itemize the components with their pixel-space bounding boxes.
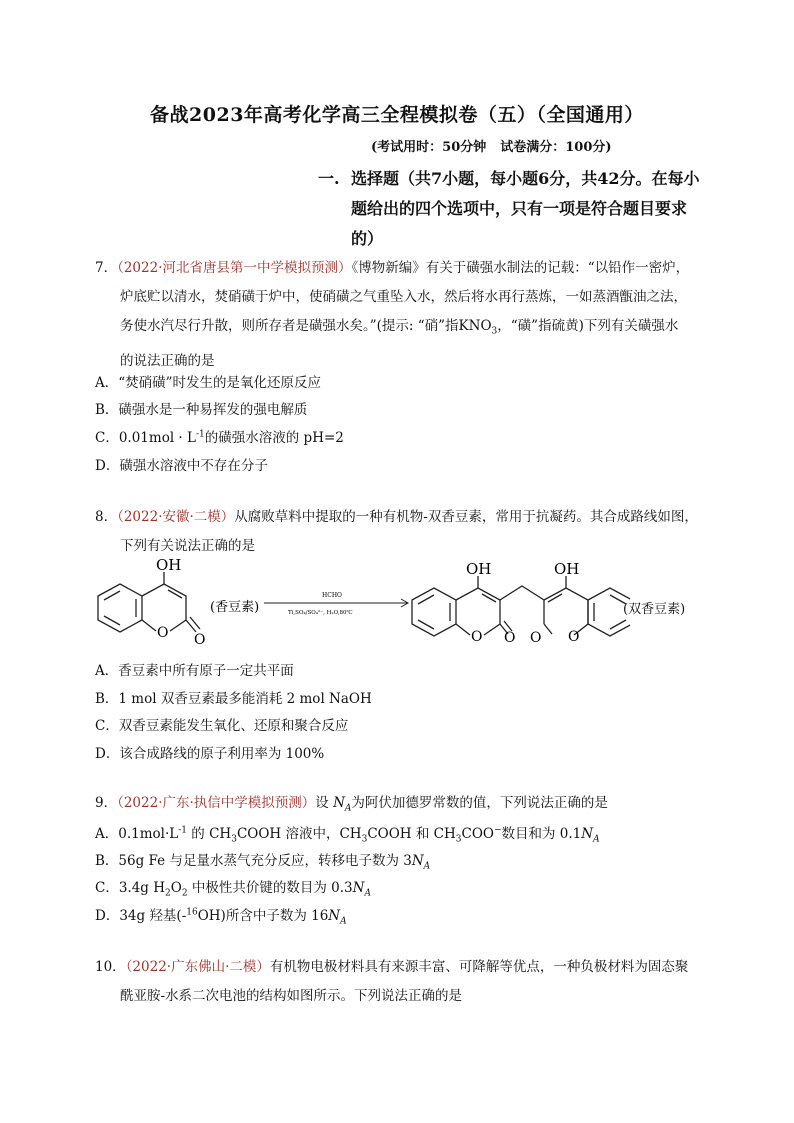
dicoumarol-oh-right: OH (554, 560, 580, 578)
q8-option-d: D．该合成路线的原子利用率为 100% (95, 746, 325, 762)
dicoumarol-o-4: O (568, 629, 580, 645)
exam-score: 试卷满分：100分) (500, 140, 612, 155)
reaction-conditions: Ti,SO₄/SO₄²⁻, H₂O,80℃ (288, 610, 353, 616)
q9-option-c: C．3.4g $H_2O_2$ 中极性共价键的数目为 $0.3N_A$ (95, 880, 371, 899)
dicoumarol-o-2: O (504, 630, 516, 646)
q10-line-2: 酰亚胺-水系二次电池的结构如图所示。下列说法正确的是 (120, 988, 463, 1004)
synthesis-route-diagram (90, 556, 630, 656)
q8-option-a: A．香豆素中所有原子一定共平面 (95, 663, 294, 679)
q9-option-a: A．$0.1mol\cdot L^{-1}$ 的 $CH_3COOH$ 溶液中，$CH_3COOH$ 和 $CH_3COO^-$数目和为 $0.1N_A$ (95, 825, 600, 845)
q8-option-b: B．1 mol 双香豆素最多能消耗 2 mol NaOH (95, 691, 372, 707)
q7-line-3: 务使水汽尽行升散，则所存者是磺强水矣。”(提示: “硝”指$KNO_3$，“磺”指硫黄)下列有关磺强水 (120, 318, 679, 337)
q9-stem: 9．（2022·广东·执信中学模拟预测）设 $N_A$为阿伏加德罗常数的值，下列说法正确的是 (95, 795, 608, 814)
q7-source: （2022·河北省唐县第一中学模拟预测） (117, 260, 352, 276)
coumarin-oh: OH (156, 556, 182, 574)
q7-option-d: D．磺强水溶液中不存在分子 (95, 458, 268, 474)
dicoumarol-structure (412, 576, 630, 636)
page-title: 备战2023年高考化学高三全程模拟卷（五）（全国通用） (150, 104, 644, 126)
coumarin-carbonyl-o: O (194, 632, 206, 648)
exam-time: (考试用时：50分钟 (371, 140, 487, 155)
q8-line-1: 8．（2022·安徽·二模）从腐败草料中提取的一种有机物-双香豆素，常用于抗凝药。其合成路线如图， (95, 509, 698, 525)
q7-line-2: 炉底贮以清水，焚硝磺于炉中，使硝磺之气重坠入水，然后将水再行蒸炼，一如蒸酒甑油之法， (120, 289, 687, 305)
dicoumarol-o-3: O (530, 630, 542, 646)
question-9 (95, 789, 715, 824)
q7-option-c: C．$0.01mol \cdot L^{-1}$的磺强水溶液的 pH=2 (95, 429, 344, 446)
q10-line-1: 10．（2022·广东佛山·二模）有机物电极材料具有来源丰富、可降解等优点，一种负极材料为固态聚 (95, 959, 689, 975)
dicoumarol-label: (双香豆素) (623, 602, 686, 617)
q8-source: （2022·安徽·二模） (117, 509, 235, 525)
exam-info (371, 136, 612, 155)
q8-line-2: 下列有关说法正确的是 (120, 538, 255, 554)
question-7 (95, 254, 715, 376)
q9-source: （2022·广东·执信中学模拟预测） (117, 795, 316, 811)
q7-option-a: A．“焚硝磺”时发生的是氧化还原反应 (95, 375, 322, 391)
reaction-reagent: HCHO (322, 592, 342, 599)
coumarin-label: (香豆素) (210, 600, 260, 615)
section-heading (318, 164, 708, 254)
q9-option-d: D．34g 羟基(-$^{16}$OH)所含中子数为 $16N_A$ (95, 907, 347, 927)
q10-source: （2022·广东佛山·二模） (125, 959, 270, 975)
dicoumarol-o-1: O (471, 629, 483, 645)
section-text: 选择题（共7小题，每小题6分，共42分。在每小题给出的四个选项中，只有一项是符合题目要求的） (351, 169, 700, 248)
coumarin-ring-o: O (157, 625, 169, 641)
coumarin-structure (98, 572, 200, 632)
q8-option-c: C．双香豆素能发生氧化、还原和聚合反应 (95, 718, 349, 734)
question-8 (95, 503, 715, 561)
q7-line-4: 的说法正确的是 (120, 352, 215, 369)
question-10 (95, 953, 715, 1011)
section-number: 一. (318, 169, 340, 188)
q7-line-1: 7．（2022·河北省唐县第一中学模拟预测）《博物新编》有关于磺强水制法的记载：“以铅作一密炉， (95, 260, 690, 276)
q9-option-b: B．56g Fe 与足量水蒸气充分反应，转移电子数为 $3N_A$ (95, 853, 431, 872)
q7-option-b: B．磺强水是一种易挥发的强电解质 (95, 402, 308, 418)
dicoumarol-oh-left: OH (466, 560, 492, 578)
